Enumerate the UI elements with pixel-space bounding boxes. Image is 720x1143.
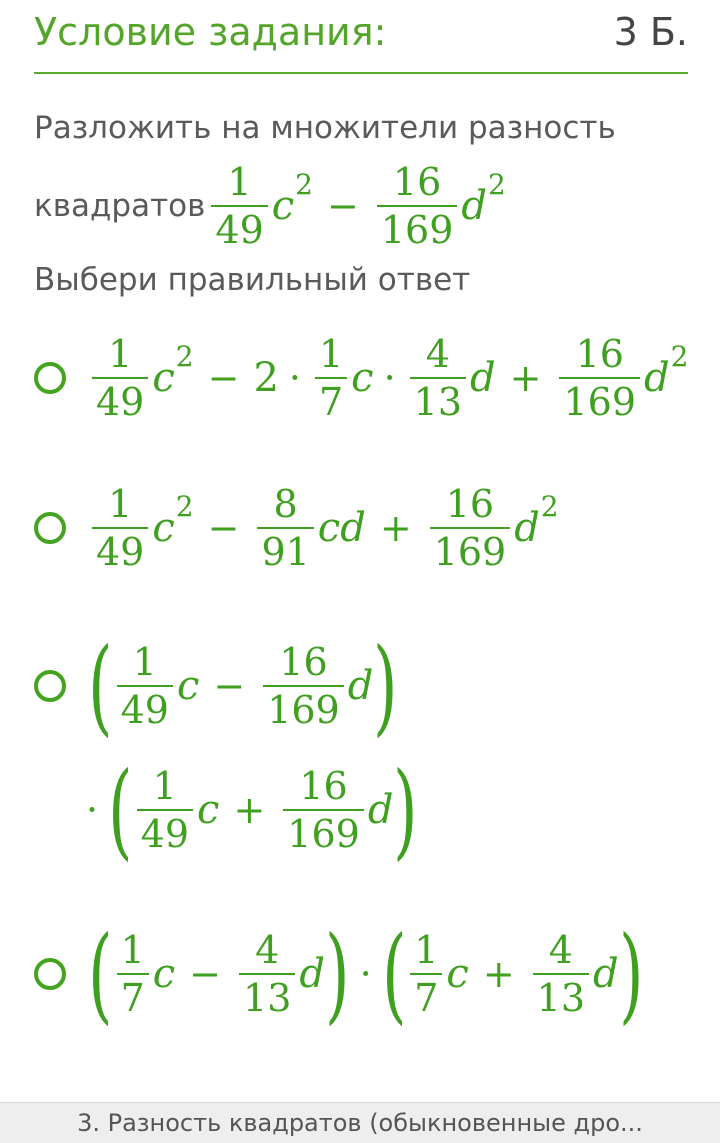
numerator: 1 (318, 332, 344, 376)
right-parenthesis: ) (618, 913, 644, 1035)
answer-option-2[interactable] (34, 480, 559, 576)
numerator: 1 (132, 640, 157, 684)
numerator: 1 (108, 482, 133, 526)
denominator: 7 (315, 377, 347, 421)
denominator: 49 (117, 685, 173, 729)
fraction (533, 928, 589, 1020)
choose-answer-prompt: Выбери правильный ответ (34, 262, 471, 298)
task-expression (207, 160, 506, 252)
operator: − (207, 506, 240, 550)
numerator: 4 (548, 928, 573, 972)
variable: c (176, 663, 200, 709)
numerator: 1 (414, 928, 439, 972)
denominator: 13 (410, 377, 466, 421)
answer-option-4[interactable] (34, 913, 644, 1035)
variable: cd (317, 505, 366, 551)
variable: d (514, 505, 540, 551)
variable: d (461, 183, 487, 229)
operator: − (213, 664, 246, 708)
left-parenthesis: ( (88, 625, 113, 747)
numerator: 4 (255, 928, 280, 972)
exponent: 2 (670, 339, 689, 373)
operator: · (359, 952, 372, 996)
variable: c (152, 951, 176, 997)
numerator: 1 (152, 764, 177, 808)
operator: · (86, 788, 99, 832)
denominator: 13 (533, 973, 589, 1017)
radio-button[interactable] (34, 362, 66, 394)
option-expression (88, 913, 644, 1035)
variable: d (470, 355, 496, 401)
variable: d (593, 951, 619, 997)
task-header (34, 6, 688, 74)
denominator: 49 (92, 377, 148, 421)
numerator: 4 (425, 332, 450, 376)
right-parenthesis: ) (393, 749, 418, 871)
fraction (315, 332, 347, 424)
fraction (117, 640, 173, 732)
answer-option-3[interactable] (34, 625, 398, 747)
operator: + (233, 788, 266, 832)
task-footer-label[interactable]: 3. Разность квадратов (обыкновенные дро... (0, 1102, 720, 1143)
option-expression (88, 482, 559, 574)
variable: c (152, 505, 175, 551)
operator: + (509, 356, 542, 400)
right-parenthesis: ) (373, 625, 398, 747)
operator: · (383, 356, 396, 400)
numerator: 1 (227, 160, 252, 204)
exponent: 2 (487, 167, 506, 201)
task-title: Условие задания: (34, 10, 387, 54)
task-points: 3 Б. (613, 10, 688, 54)
radio-button[interactable] (34, 512, 66, 544)
numerator: 1 (120, 928, 145, 972)
denominator: 169 (430, 527, 511, 571)
denominator: 49 (137, 809, 193, 853)
radio-button[interactable] (34, 670, 66, 702)
operator: + (379, 506, 412, 550)
fraction (257, 482, 313, 574)
fraction (92, 332, 148, 424)
fraction (117, 928, 149, 1020)
operator: − (207, 356, 240, 400)
operator: · (288, 356, 301, 400)
denominator: 91 (257, 527, 313, 571)
fraction (559, 332, 640, 424)
exponent: 2 (175, 489, 194, 523)
fraction (430, 482, 511, 574)
denominator: 49 (211, 205, 267, 249)
variable: c (351, 355, 374, 401)
fraction (283, 764, 364, 856)
option-expression-line-1 (88, 625, 398, 747)
right-parenthesis: ) (325, 913, 350, 1035)
exponent: 2 (175, 339, 194, 373)
variable: c (271, 183, 295, 229)
left-parenthesis: ( (88, 913, 113, 1035)
numerator: 16 (299, 764, 348, 808)
numerator: 8 (273, 482, 298, 526)
numerator: 16 (279, 640, 328, 684)
radio-button[interactable] (34, 958, 66, 990)
variable: d (299, 951, 325, 997)
variable: c (197, 787, 220, 833)
option-expression (88, 332, 689, 424)
denominator: 49 (92, 527, 148, 571)
denominator: 7 (410, 973, 442, 1017)
denominator: 169 (263, 685, 344, 729)
fraction (410, 332, 466, 424)
exponent: 2 (540, 489, 559, 523)
numerator: 16 (575, 332, 624, 376)
numerator: 16 (445, 482, 495, 526)
left-parenthesis: ( (108, 749, 133, 871)
fraction (263, 640, 344, 732)
numerator: 16 (392, 160, 442, 204)
answer-option-1[interactable] (34, 330, 688, 426)
fraction (239, 928, 295, 1020)
denominator: 7 (117, 973, 149, 1017)
variable: c (446, 951, 469, 997)
option-3-continuation (86, 749, 418, 871)
denominator: 13 (239, 973, 295, 1017)
left-parenthesis: ( (381, 913, 407, 1035)
fraction (137, 764, 193, 856)
operator: + (482, 952, 515, 996)
fraction (377, 160, 458, 252)
task-line-1: Разложить на множители разность (34, 110, 616, 146)
task-line-2-prefix: квадратов (34, 188, 206, 224)
denominator: 169 (377, 205, 458, 249)
fraction (211, 160, 267, 252)
fraction (410, 928, 442, 1020)
variable: d (367, 787, 394, 833)
exponent: 2 (295, 167, 313, 201)
denominator: 169 (559, 377, 640, 421)
variable: c (152, 355, 175, 401)
fraction (92, 482, 148, 574)
coefficient: 2 (253, 355, 279, 401)
task-line-2 (34, 158, 694, 254)
variable: d (347, 663, 374, 709)
operator: − (327, 184, 359, 228)
numerator: 1 (108, 332, 133, 376)
denominator: 169 (283, 809, 364, 853)
operator: − (189, 952, 222, 996)
variable: d (644, 355, 670, 401)
